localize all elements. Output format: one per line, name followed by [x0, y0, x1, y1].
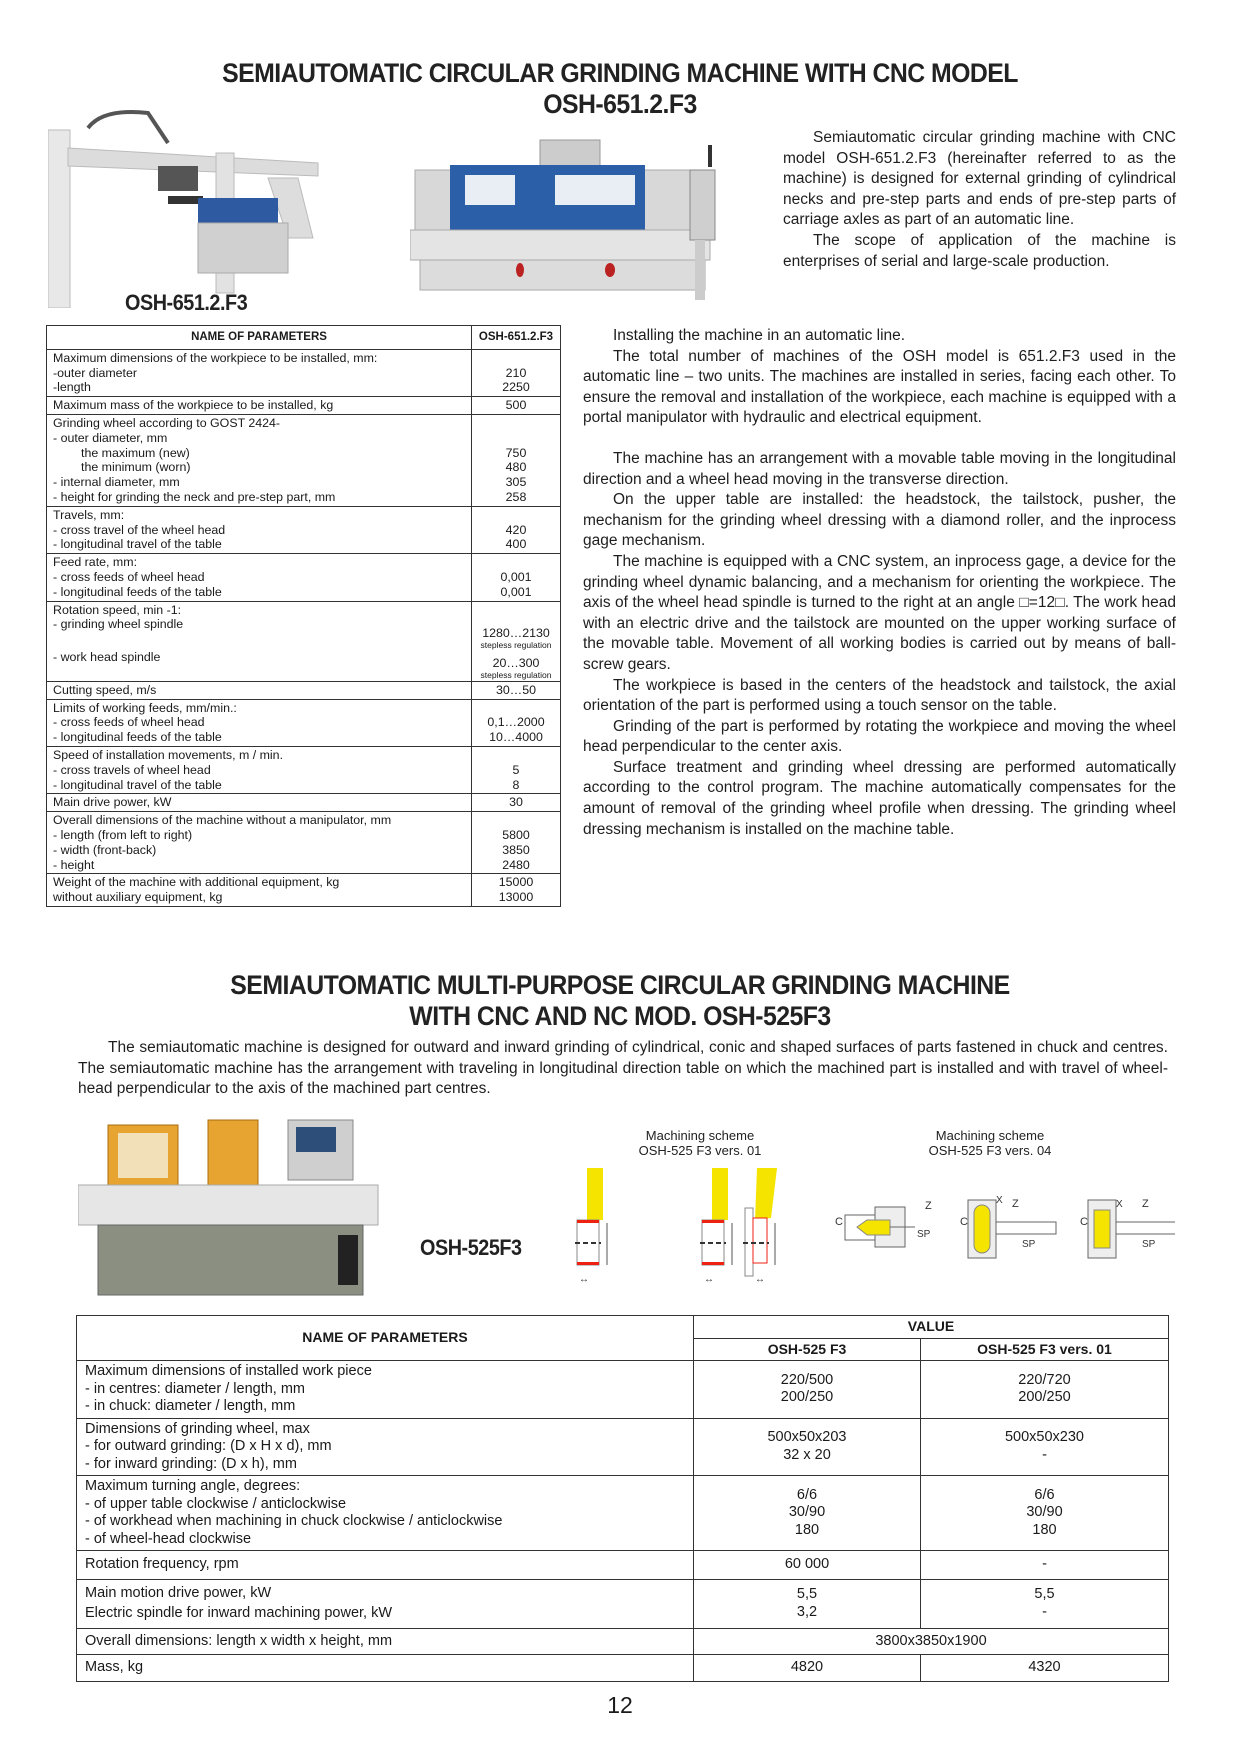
value: 2480	[502, 857, 530, 872]
table-row	[47, 874, 561, 907]
value: 400	[505, 537, 527, 552]
svg-text:Z: Z	[1012, 1198, 1019, 1210]
param-line: Overall dimensions of the machine without a manipulator, mm	[53, 813, 392, 828]
value: 3,2	[796, 1603, 818, 1620]
value: 5	[512, 762, 520, 777]
value: 480	[505, 460, 527, 475]
table-row	[47, 414, 561, 506]
param-line: Maximum dimensions of installed work piece	[85, 1363, 372, 1379]
section2-title-line2: WITH CNC AND NC MOD. OSH-525F3	[409, 1001, 831, 1031]
table-row	[77, 1579, 1169, 1628]
svg-text:C: C	[1080, 1216, 1088, 1228]
svg-text:C: C	[835, 1216, 843, 1228]
svg-text:↔: ↔	[755, 1274, 765, 1285]
section1-body-p4: On the upper table are installed: the headstock, the tailstock, pusher, the mechanism for the grinding wheel dressing with a diamond roller, and the inprocess gage mechanism.	[583, 491, 1176, 550]
value: 750	[505, 445, 527, 460]
param-line: - grinding wheel spindle	[53, 617, 184, 632]
scheme1-diagram	[575, 1168, 815, 1288]
section1-body-p1: Installing the machine in an automatic line.	[613, 327, 906, 344]
header-value: VALUE	[694, 1316, 1169, 1339]
value: 13000	[498, 890, 534, 905]
scheme2-caption-line2: OSH-525 F3 vers. 04	[928, 1143, 1052, 1158]
param-line: Speed of installation movements, m / min.	[53, 747, 284, 762]
value: 3800x3850x1900	[875, 1632, 987, 1649]
value: 60 000	[784, 1556, 830, 1572]
table-row	[47, 812, 561, 874]
param-line: Maximum turning angle, degrees:	[85, 1478, 301, 1494]
section2-intro	[78, 1038, 1168, 1100]
value: 30/90	[1026, 1504, 1063, 1521]
section2-intro-text: The semiautomatic machine is designed for outward and inward grinding of cylindrical, conic and shaped surfaces of parts fastened in chuck and centres. The semiautomatic machine has the arrangement with traveling in longitudinal direction table on which the machined part is installed and with travel of wheel-head perpendicular to the axis of the machined part centres.	[78, 1039, 1168, 1098]
param-line: Grinding wheel according to GOST 2424-	[53, 415, 281, 430]
value: 32 x 20	[783, 1446, 831, 1463]
param-line: Rotation speed, min -1:	[53, 602, 182, 617]
param-line: - in centres: diameter / length, mm	[85, 1380, 305, 1397]
value: 500x50x203	[767, 1429, 847, 1446]
param-line: Dimensions of grinding wheel, max	[85, 1420, 310, 1437]
specs-table-525	[76, 1315, 1169, 1682]
value: 20…300	[492, 655, 540, 670]
value: 6/6	[796, 1486, 818, 1503]
photo3-label: OSH-525F3	[420, 1235, 522, 1260]
param-line: - longitudinal feeds of the table	[53, 584, 222, 599]
value: 5800	[502, 827, 530, 842]
param-line: Electric spindle for inward machining power, kW	[85, 1605, 393, 1621]
svg-text:Z: Z	[925, 1200, 932, 1212]
section1-body-p6: The workpiece is based in the centers of the headstock and tailstock, the axial orientation of the part is performed using a touch sensor on the table.	[583, 676, 1176, 715]
param-line: - longitudinal travel of the table	[53, 777, 222, 792]
table-row	[77, 1418, 1169, 1476]
table-row	[47, 794, 561, 812]
param-line: -outer diameter	[53, 365, 138, 380]
section1-body	[583, 326, 1176, 840]
value: 6/6	[1034, 1486, 1055, 1503]
scheme2-diagram	[835, 1195, 1175, 1265]
table-row	[47, 746, 561, 793]
svg-text:X: X	[996, 1195, 1003, 1206]
value: 5,5	[1034, 1586, 1055, 1602]
section2-title-line1: SEMIAUTOMATIC MULTI-PURPOSE CIRCULAR GRINDING MACHINE	[230, 970, 1010, 1000]
param-line: - in chuck: diameter / length, mm	[85, 1398, 296, 1414]
section1-title-line1: SEMIAUTOMATIC CIRCULAR GRINDING MACHINE WITH CNC MODEL	[222, 58, 1018, 88]
section1-body-p8: Surface treatment and grinding wheel dressing are performed automatically according to the control program. The machine automatically compensates for the amount of removal of the grinding wheel profile when dressing. The grinding wheel dressing mechanism is installed on the machine table.	[583, 758, 1176, 838]
photo-grinding-machine-525	[78, 1115, 398, 1305]
value: 180	[794, 1521, 820, 1538]
param-line: Feed rate, mm:	[53, 555, 138, 570]
svg-text:SP: SP	[1142, 1239, 1156, 1250]
param-line: - length (from left to right)	[53, 827, 193, 842]
section1-body-p5: The machine is equipped with a CNC system, an inprocess gage, a device for the grinding wheel dynamic balancing, and a mechanism for orienting the workpiece. The axis of the wheel head spindle is turned to the right at an angle □=12□. The work head with an electric drive and the tailstock are mounted on the upper working surface of the movable table. Movement of all working bodies is carried out by means of ball-screw gears.	[583, 552, 1176, 673]
svg-text:SP: SP	[1022, 1239, 1036, 1250]
header-col2: OSH-525 F3 vers. 01	[921, 1338, 1169, 1361]
param-line: Overall dimensions: length x width x height, mm	[85, 1632, 393, 1649]
param-line: - cross travel of the wheel head	[53, 522, 226, 537]
value: 0,1…2000	[487, 715, 545, 730]
value: 0,001	[500, 584, 532, 599]
value: 30	[509, 795, 523, 810]
svg-text:Z: Z	[1142, 1198, 1149, 1210]
param-line: - cross travels of wheel head	[53, 762, 211, 777]
param-line: - internal diameter, mm	[53, 475, 180, 490]
value: 4820	[790, 1659, 824, 1675]
value: 258	[505, 489, 527, 504]
param-line: - longitudinal feeds of the table	[53, 730, 222, 745]
param-line: Main motion drive power, kW	[85, 1584, 272, 1601]
header-param: NAME OF PARAMETERS	[77, 1316, 694, 1361]
value: 5,5	[796, 1586, 818, 1602]
param-line: Cutting speed, m/s	[53, 682, 157, 697]
value: 30/90	[788, 1504, 826, 1521]
param-line: the minimum (worn)	[81, 460, 191, 475]
value-note: stepless regulation	[480, 639, 552, 650]
svg-text:X: X	[1116, 1199, 1123, 1210]
param-line: - of wheel-head clockwise	[85, 1530, 252, 1547]
param-line: Weight of the machine with additional equipment, kg	[53, 875, 340, 890]
param-line: - outer diameter, mm	[53, 430, 168, 445]
param-line: - cross feeds of wheel head	[53, 715, 205, 730]
param-line: -length	[53, 380, 91, 395]
value: -	[1042, 1556, 1047, 1572]
table-row	[47, 681, 561, 699]
param-line: - longitudinal travel of the table	[53, 537, 222, 552]
table-row	[77, 1628, 1169, 1655]
value: 8	[512, 777, 520, 792]
scheme1-caption-line1: Machining scheme	[645, 1128, 755, 1143]
param-line: - cross feeds of wheel head	[53, 569, 205, 584]
value: 200/250	[1018, 1389, 1071, 1406]
scheme2-caption	[900, 1128, 1080, 1158]
value: 3850	[502, 842, 530, 857]
table-row	[47, 506, 561, 553]
param-line: - width (front-back)	[53, 842, 157, 857]
value: 305	[505, 475, 527, 490]
value: 210	[505, 365, 527, 380]
header-value: OSH-651.2.F3	[472, 326, 561, 350]
section1-body-p2: The total number of machines of the OSH model is 651.2.F3 used in the automatic line – two units. The machines are installed in series, facing each other. To ensure the removal and installation of the workpiece, each machine is equipped with a portal manipulator with hydraulic and electrical equipment.	[583, 347, 1176, 427]
table-header	[77, 1316, 1169, 1339]
param-line: Main drive power, kW	[53, 795, 172, 810]
svg-text:↔: ↔	[579, 1274, 589, 1285]
value: 30…50	[496, 682, 536, 697]
param-line: - for inward grinding: (D x h), mm	[85, 1455, 297, 1472]
value: -	[1042, 1446, 1047, 1463]
value: 0,001	[500, 569, 532, 584]
table-row	[47, 554, 561, 601]
section1-body-p3: The machine has an arrangement with a movable table moving in the longitudinal direction and a wheel head moving in the transverse direction.	[583, 449, 1176, 488]
value: 420	[505, 522, 527, 537]
value: 500x50x230	[1004, 1429, 1084, 1446]
photo1-label: OSH-651.2.F3	[125, 290, 248, 315]
param-line: Limits of working feeds, mm/min.:	[53, 700, 237, 715]
table-row	[77, 1361, 1169, 1419]
param-line: - height	[53, 857, 95, 872]
table-row	[47, 601, 561, 681]
value: 10…4000	[489, 730, 543, 745]
param-line: - of upper table clockwise / anticlockwise	[85, 1495, 347, 1512]
param-line: Mass, kg	[85, 1659, 144, 1675]
table-row	[77, 1476, 1169, 1551]
scheme1-caption	[610, 1128, 790, 1158]
value: 500	[505, 398, 527, 413]
value: 220/500	[780, 1371, 834, 1388]
table-header	[47, 326, 561, 350]
param-line: Maximum mass of the workpiece to be installed, kg	[53, 398, 334, 413]
value: 180	[1032, 1521, 1057, 1538]
param-line: Travels, mm:	[53, 507, 125, 522]
table-row	[77, 1551, 1169, 1580]
value: 220/720	[1018, 1371, 1071, 1388]
param-line: - of workhead when machining in chuck clockwise / anticlockwise	[85, 1513, 503, 1529]
section1-title-line2: OSH-651.2.F3	[543, 89, 697, 119]
param-line: - height for grinding the neck and pre-step part, mm	[53, 489, 336, 504]
section1-intro-p1: Semiautomatic circular grinding machine with CNC model OSH-651.2.F3 (hereinafter referred to as the machine) is designed for external grinding of cylindrical necks and pre-step parts and ends of pre-step parts of carriage axles as part of an automatic line.	[783, 129, 1176, 229]
header-param: NAME OF PARAMETERS	[47, 326, 472, 350]
scheme1-caption-line2: OSH-525 F3 vers. 01	[638, 1143, 762, 1158]
param-line: - for outward grinding: (D x H x d), mm	[85, 1438, 332, 1454]
svg-text:SP: SP	[917, 1229, 931, 1240]
value-note: stepless regulation	[480, 669, 552, 680]
svg-text:↔: ↔	[704, 1274, 714, 1285]
value: 2250	[502, 380, 530, 395]
specs-table-651	[46, 325, 561, 907]
param-line: the maximum (new)	[81, 445, 190, 460]
param-line: Maximum dimensions of the workpiece to be installed, mm:	[53, 350, 378, 365]
photo-grinding-machine-651	[410, 135, 740, 305]
param-line: without auxiliary equipment, kg	[53, 890, 223, 905]
value: -	[1042, 1603, 1047, 1620]
param-line: Rotation frequency, rpm	[85, 1556, 239, 1572]
param-line: - work head spindle	[53, 650, 161, 665]
header-col1: OSH-525 F3	[694, 1338, 921, 1361]
value: 200/250	[780, 1389, 834, 1406]
section1-intro-p2: The scope of application of the machine is enterprises of serial and large-scale production.	[783, 231, 1176, 270]
section1-intro	[783, 128, 1176, 272]
table-row	[47, 397, 561, 415]
svg-text:C: C	[960, 1216, 968, 1228]
page-number: 12	[607, 1692, 633, 1718]
section1-body-p7: Grinding of the part is performed by rotating the workpiece and moving the wheel head perpendicular to the center axis.	[583, 717, 1176, 756]
photo-portal-manipulator	[48, 108, 348, 308]
table-row	[47, 699, 561, 746]
value: 15000	[498, 875, 534, 890]
scheme2-caption-line1: Machining scheme	[935, 1128, 1045, 1143]
value: 1280…2130	[482, 626, 550, 641]
value: 4320	[1028, 1659, 1061, 1675]
section2-title	[123, 970, 1117, 1032]
table-row	[47, 349, 561, 396]
table-row	[77, 1655, 1169, 1682]
